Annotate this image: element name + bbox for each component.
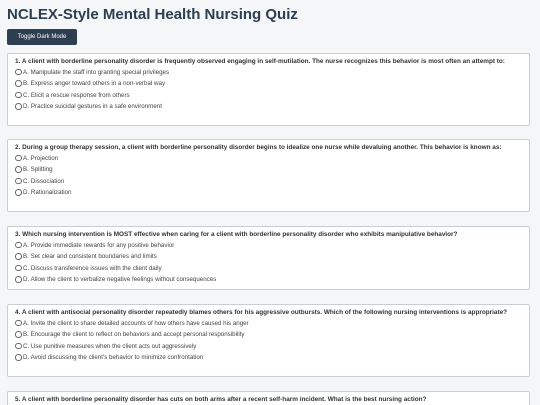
option-d[interactable] [15,101,522,113]
radio-button[interactable] [15,103,22,110]
option-label: C. Use punitive measures when the client acts out aggressively [23,342,197,350]
radio-button[interactable] [15,80,22,87]
question-text: 4. A client with antisocial personality disorder repeatedly blames others for his aggressive outbursts. Which of the following nursing interventions is appropriate? [15,309,508,316]
option-label: D. Rationalization [23,189,72,197]
option-a[interactable] [15,152,522,164]
radio-button[interactable] [15,92,22,99]
option-d[interactable] [15,187,522,199]
option-label: C. Dissociation [23,177,65,185]
toggle-dark-mode-button[interactable]: Toggle Dark Mode [7,29,77,45]
option-c[interactable] [15,175,522,187]
option-label: B. Encourage the client to reflect on behaviors and accept personal responsibility [23,331,245,339]
option-c[interactable] [15,89,522,101]
option-a[interactable] [15,239,522,251]
question-text: 5. A client with borderline personality disorder has cuts on both arms after a recent self-harm incident. What is the best nursing action? [15,396,427,403]
option-b[interactable] [15,329,522,341]
radio-button[interactable] [15,253,22,260]
question-card-2 [7,139,530,212]
option-label: B. Set clear and consistent boundaries and limits [23,253,157,261]
radio-button[interactable] [15,354,22,361]
radio-button[interactable] [15,155,22,162]
option-b[interactable] [15,251,522,263]
option-label: A. Projection [23,154,59,162]
option-b[interactable] [15,78,522,90]
radio-button[interactable] [15,189,22,196]
option-label: A. Manipulate the staff into granting special privileges [23,68,170,76]
option-label: D. Allow the client to verbalize negative feelings without consequences [23,276,217,284]
radio-button[interactable] [15,178,22,185]
option-label: B. Splitting [23,166,53,174]
option-a[interactable] [15,317,522,329]
option-a[interactable] [15,66,522,78]
option-label: A. Provide immediate rewards for any positive behavior [23,241,175,249]
option-d[interactable] [15,274,522,286]
radio-button[interactable] [15,166,22,173]
option-label: D. Avoid discussing the client's behavior to minimize confrontation [23,354,204,362]
question-card-1 [7,53,530,126]
question-text: 3. Which nursing intervention is MOST effective when caring for a client with borderline personality disorder who exhibits manipulative behavior? [15,231,458,238]
option-label: D. Practice suicidal gestures in a safe environment [23,103,162,111]
option-label: C. Discuss transference issues with the client daily [23,264,162,272]
radio-button[interactable] [15,69,22,76]
page-title: NCLEX-Style Mental Health Nursing Quiz [7,6,298,23]
option-b[interactable] [15,164,522,176]
radio-button[interactable] [15,265,22,272]
radio-button[interactable] [15,331,22,338]
radio-button[interactable] [15,276,22,283]
option-c[interactable] [15,262,522,274]
question-card-3 [7,226,530,290]
question-text: 1. A client with borderline personality disorder is frequently observed engaging in self-mutilation. The nurse recognizes this behavior is most often an attempt to: [15,58,505,65]
question-text: 2. During a group therapy session, a client with borderline personality disorder begins to idealize one nurse while devaluing another. This behavior is known as: [15,144,502,151]
option-label: C. Elicit a rescue response from others [23,91,130,99]
radio-button[interactable] [15,242,22,249]
question-card-5 [7,391,530,405]
question-card-4 [7,304,530,377]
radio-button[interactable] [15,320,22,327]
option-label: A. Invite the client to share detailed accounts of how others have caused his anger [23,319,249,327]
radio-button[interactable] [15,343,22,350]
option-c[interactable] [15,340,522,352]
option-label: B. Express anger toward others in a non-verbal way [23,80,166,88]
option-d[interactable] [15,352,522,364]
